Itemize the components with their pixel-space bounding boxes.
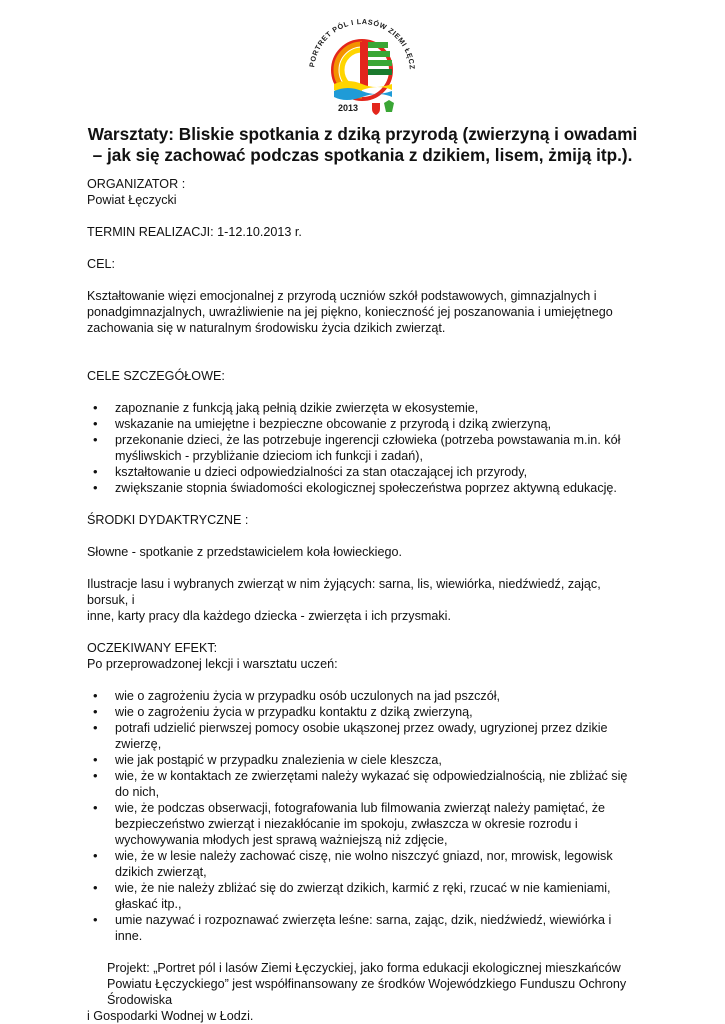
goal-line: Kształtowanie więzi emocjonalnej z przyrodą uczniów szkół podstawowych, gimnazjalnych i: [87, 289, 597, 303]
document-body: [87, 176, 642, 1024]
list-item: • zapoznanie z funkcją jaką pełnią dzikie zwierzęta w ekosystemie,: [87, 400, 642, 416]
list-item: • potrafi udzielić pierwszej pomocy osobie ukąszonej przez owady, ugryzionej przez dzikie zwierzę,: [87, 720, 642, 752]
logo-green-stripe: [368, 60, 392, 66]
goal-line: ponadgimnazjalnych, uwrażliwienie na jej piękno, konieczność jej poszanowania i umiejętnego: [87, 305, 613, 319]
list-item: • przekonanie dzieci, że las potrzebuje ingerencji człowieka (potrzeba powstawania m.in. kół myśliwskich - przybliżanie dzieciom ich funkcji i zadań),: [87, 432, 642, 464]
logo-green-stripe: [368, 42, 388, 48]
list-item: • wie o zagrożeniu życia w przypadku osób uczulonych na jad pszczół,: [87, 688, 642, 704]
organizer-label: ORGANIZATOR :: [87, 177, 186, 191]
funding-note: Projekt: „Portret pól i lasów Ziemi Łęczyckiej, jako forma edukacji ekologicznej mieszkańców Powiatu Łęczyckiego” jest współfinansowany ze środków Wojewódzkiego Funduszu Ochrony Środowiska: [107, 961, 627, 1007]
logo-arc-text: PORTRET PÓL I LASÓW ZIEMI ŁĘCZ: [307, 16, 417, 71]
list-item: • zwiększanie stopnia świadomości ekologicznej społeczeństwa poprzez aktywną edukację.: [87, 480, 642, 496]
title-line-1: Warsztaty: Bliskie spotkania z dziką przyrodą (zwierzyną i owadami: [87, 124, 638, 144]
list-item: • wie, że podczas obserwacji, fotografowania lub filmowania zwierząt należy pamiętać, że bezpieczeństwo zwierząt i niezakłócanie im spokoju, zwłaszcza w okresie rozrodu i wychowywania młodych jest sprawą ważniejszą niż zdjęcie,: [87, 800, 642, 848]
logo-red-bar: [360, 42, 368, 86]
means-verbal: Słowne - spotkanie z przedstawicielem koła łowieckiego.: [87, 545, 402, 559]
goal-label: CEL:: [87, 257, 115, 271]
organizer-value: Powiat Łęczycki: [87, 193, 177, 207]
list-item: • wie jak postąpić w przypadku znalezienia w ciele kleszcza,: [87, 752, 642, 768]
fund-logo-icon: [384, 100, 394, 112]
list-item: • wie, że nie należy zbliżać się do zwierząt dzikich, karmić z ręki, rzucać w nie kamieniami, głaskać itp.,: [87, 880, 642, 912]
portret-logo: [300, 10, 425, 125]
list-item: • umie nazywać i rozpoznawać zwierzęta leśne: sarna, zając, dzik, niedźwiedź, wiewiórka i inne.: [87, 912, 642, 944]
funding-note-last: i Gospodarki Wodnej w Łodzi.: [87, 1009, 254, 1023]
detailed-goals-list: [87, 400, 642, 496]
means-label: ŚRODKI DYDAKTRYCZNE :: [87, 513, 249, 527]
goal-text: [87, 288, 642, 336]
list-item: • wie, że w lesie należy zachować ciszę, nie wolno niszczyć gniazd, nor, mrowisk, legowisk dzikich zwierząt,: [87, 848, 642, 880]
term: TERMIN REALIZACJI: 1-12.10.2013 r.: [87, 225, 302, 239]
list-item: • wskazanie na umiejętne i bezpieczne obcowanie z przyrodą i dziką zwierzyną,: [87, 416, 642, 432]
crest-icon: [372, 103, 380, 115]
logo-green-stripe: [368, 69, 392, 75]
document-title: [40, 124, 685, 166]
goal-line: zachowania się w naturalnym środowisku życia dzikich zwierząt.: [87, 321, 446, 335]
list-item: • kształtowanie u dzieci odpowiedzialności za stan otaczającej ich przyrody,: [87, 464, 642, 480]
detailed-goals-label: CELE SZCZEGÓŁOWE:: [87, 369, 225, 383]
portret-logo-icon: [300, 10, 425, 125]
list-item: • wie, że w kontaktach ze zwierzętami należy wykazać się odpowiedzialnością, nie zbliżać się do nich,: [87, 768, 642, 800]
effects-list: [87, 688, 642, 944]
means-illustrations: Ilustracje lasu i wybranych zwierząt w nim żyjących: sarna, lis, wiewiórka, niedźwiedź, zając, borsuk, i inne, karty pracy dla każdego dziecka - zwierzęta i ich przysmaki.: [87, 577, 601, 623]
list-item: • wie o zagrożeniu życia w przypadku kontaktu z dziką zwierzyną,: [87, 704, 642, 720]
logo-green-stripe: [368, 51, 390, 57]
logo-year: 2013: [338, 103, 359, 113]
title-line-2: – jak się zachować podczas spotkania z dzikiem, lisem, żmiją itp.).: [92, 145, 633, 165]
effects-label: OCZEKIWANY EFEKT:: [87, 641, 218, 655]
effects-intro: Po przeprowadzonej lekcji i warsztatu uczeń:: [87, 657, 338, 671]
